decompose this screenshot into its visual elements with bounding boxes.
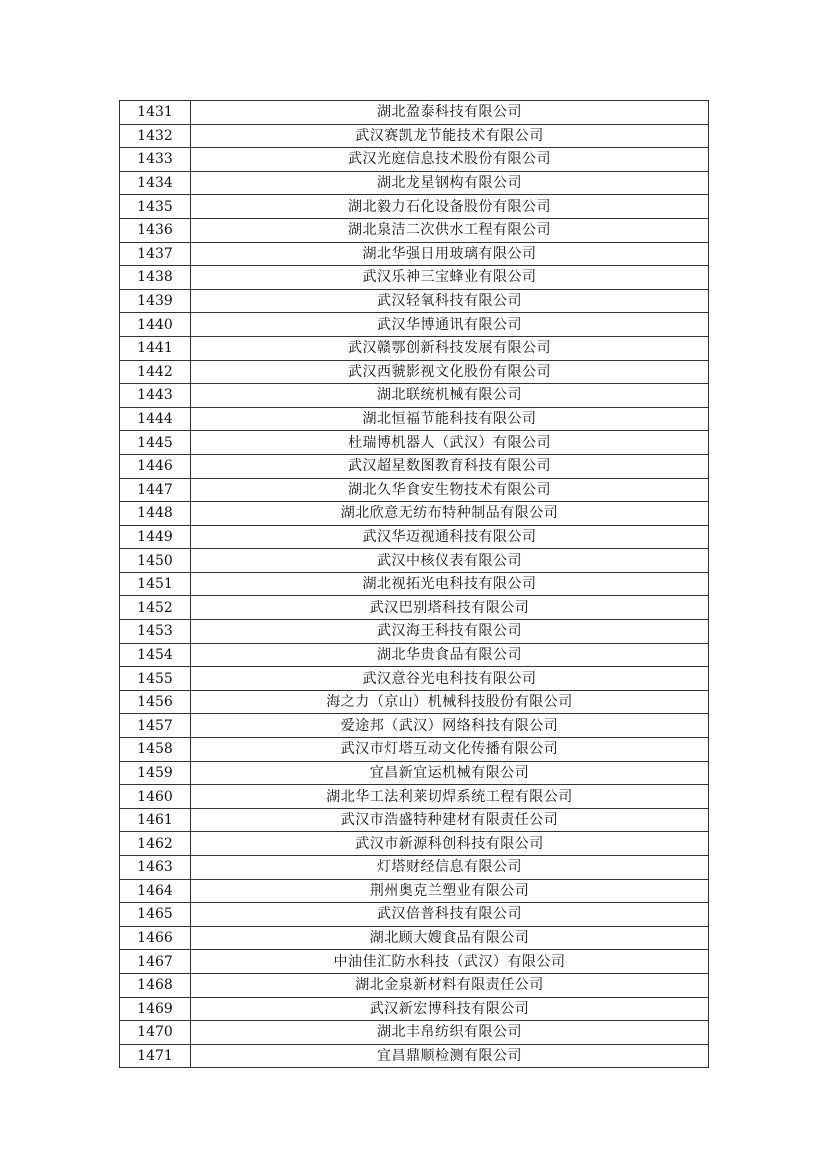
row-number-cell: 1455: [120, 667, 191, 691]
row-number-cell: 1471: [120, 1044, 191, 1068]
row-number-cell: 1438: [120, 266, 191, 290]
row-number-cell: 1460: [120, 785, 191, 809]
table-row: [120, 313, 709, 337]
table-body: [120, 101, 709, 1068]
row-number-cell: 1470: [120, 1021, 191, 1045]
row-number-cell: 1464: [120, 879, 191, 903]
company-name-cell: 杜瑞博机器人（武汉）有限公司: [191, 431, 709, 455]
company-name-cell: 武汉西虢影视文化股份有限公司: [191, 360, 709, 384]
company-name-cell: 武汉光庭信息技术股份有限公司: [191, 148, 709, 172]
row-number-cell: 1432: [120, 124, 191, 148]
row-number-cell: 1469: [120, 997, 191, 1021]
table-row: [120, 903, 709, 927]
table-row: [120, 336, 709, 360]
company-name-cell: 宜昌新宜运机械有限公司: [191, 761, 709, 785]
company-name-cell: 荆州奥克兰塑业有限公司: [191, 879, 709, 903]
row-number-cell: 1468: [120, 973, 191, 997]
row-number-cell: 1441: [120, 336, 191, 360]
table-row: [120, 242, 709, 266]
row-number-cell: 1443: [120, 384, 191, 408]
table-row: [120, 454, 709, 478]
company-name-cell: 武汉华迈视通科技有限公司: [191, 525, 709, 549]
row-number-cell: 1451: [120, 572, 191, 596]
table-row: [120, 973, 709, 997]
company-name-cell: 湖北华强日用玻璃有限公司: [191, 242, 709, 266]
company-name-cell: 湖北泉洁二次供水工程有限公司: [191, 218, 709, 242]
table-row: [120, 926, 709, 950]
company-name-cell: 武汉新宏博科技有限公司: [191, 997, 709, 1021]
company-name-cell: 湖北欣意无纺布特种制品有限公司: [191, 502, 709, 526]
company-name-cell: 湖北久华食安生物技术有限公司: [191, 478, 709, 502]
table-row: [120, 620, 709, 644]
row-number-cell: 1459: [120, 761, 191, 785]
company-name-cell: 武汉华博通讯有限公司: [191, 313, 709, 337]
row-number-cell: 1454: [120, 643, 191, 667]
table-row: [120, 950, 709, 974]
row-number-cell: 1440: [120, 313, 191, 337]
row-number-cell: 1436: [120, 218, 191, 242]
table-row: [120, 171, 709, 195]
company-name-cell: 武汉赣鄂创新科技发展有限公司: [191, 336, 709, 360]
table-row: [120, 879, 709, 903]
company-name-cell: 湖北联统机械有限公司: [191, 384, 709, 408]
row-number-cell: 1435: [120, 195, 191, 219]
company-name-cell: 武汉市浩盛特种建材有限责任公司: [191, 808, 709, 832]
table-row: [120, 124, 709, 148]
company-name-cell: 湖北华工法利莱切焊系统工程有限公司: [191, 785, 709, 809]
table-row: [120, 714, 709, 738]
company-name-cell: 湖北金泉新材料有限责任公司: [191, 973, 709, 997]
row-number-cell: 1452: [120, 596, 191, 620]
table-row: [120, 478, 709, 502]
table-row: [120, 549, 709, 573]
company-name-cell: 武汉赛凯龙节能技术有限公司: [191, 124, 709, 148]
table-row: [120, 360, 709, 384]
company-name-cell: 中油佳汇防水科技（武汉）有限公司: [191, 950, 709, 974]
row-number-cell: 1456: [120, 690, 191, 714]
table-row: [120, 572, 709, 596]
company-name-cell: 爱途邦（武汉）网络科技有限公司: [191, 714, 709, 738]
table-row: [120, 384, 709, 408]
row-number-cell: 1465: [120, 903, 191, 927]
company-name-cell: 武汉市灯塔互动文化传播有限公司: [191, 738, 709, 762]
table-row: [120, 148, 709, 172]
table-row: [120, 667, 709, 691]
row-number-cell: 1447: [120, 478, 191, 502]
company-name-cell: 海之力（京山）机械科技股份有限公司: [191, 690, 709, 714]
table-row: [120, 596, 709, 620]
table-row: [120, 525, 709, 549]
table-row: [120, 808, 709, 832]
company-name-cell: 湖北顾大嫂食品有限公司: [191, 926, 709, 950]
row-number-cell: 1444: [120, 407, 191, 431]
table-row: [120, 407, 709, 431]
table-row: [120, 997, 709, 1021]
company-name-cell: 湖北毅力石化设备股份有限公司: [191, 195, 709, 219]
company-name-cell: 灯塔财经信息有限公司: [191, 856, 709, 880]
table-row: [120, 832, 709, 856]
table-row: [120, 266, 709, 290]
table-row: [120, 785, 709, 809]
row-number-cell: 1433: [120, 148, 191, 172]
table-row: [120, 502, 709, 526]
company-name-cell: 湖北华贵食品有限公司: [191, 643, 709, 667]
table-row: [120, 643, 709, 667]
table-row: [120, 690, 709, 714]
row-number-cell: 1449: [120, 525, 191, 549]
table-row: [120, 289, 709, 313]
company-name-cell: 宜昌鼎顺检测有限公司: [191, 1044, 709, 1068]
row-number-cell: 1467: [120, 950, 191, 974]
company-name-cell: 武汉意谷光电科技有限公司: [191, 667, 709, 691]
company-name-cell: 武汉超星数图教育科技有限公司: [191, 454, 709, 478]
row-number-cell: 1431: [120, 101, 191, 125]
table-row: [120, 738, 709, 762]
company-name-cell: 湖北丰帛纺织有限公司: [191, 1021, 709, 1045]
table-row: [120, 1044, 709, 1068]
row-number-cell: 1437: [120, 242, 191, 266]
row-number-cell: 1448: [120, 502, 191, 526]
row-number-cell: 1457: [120, 714, 191, 738]
row-number-cell: 1434: [120, 171, 191, 195]
row-number-cell: 1462: [120, 832, 191, 856]
row-number-cell: 1439: [120, 289, 191, 313]
company-name-cell: 湖北盈泰科技有限公司: [191, 101, 709, 125]
row-number-cell: 1453: [120, 620, 191, 644]
row-number-cell: 1450: [120, 549, 191, 573]
row-number-cell: 1458: [120, 738, 191, 762]
table-row: [120, 761, 709, 785]
table-row: [120, 856, 709, 880]
company-name-cell: 湖北龙星钢构有限公司: [191, 171, 709, 195]
row-number-cell: 1461: [120, 808, 191, 832]
company-name-cell: 湖北视拓光电科技有限公司: [191, 572, 709, 596]
company-name-cell: 武汉巴别塔科技有限公司: [191, 596, 709, 620]
table-row: [120, 1021, 709, 1045]
table-row: [120, 218, 709, 242]
row-number-cell: 1463: [120, 856, 191, 880]
table-row: [120, 101, 709, 125]
row-number-cell: 1442: [120, 360, 191, 384]
table-row: [120, 431, 709, 455]
row-number-cell: 1445: [120, 431, 191, 455]
row-number-cell: 1466: [120, 926, 191, 950]
company-name-cell: 湖北恒福节能科技有限公司: [191, 407, 709, 431]
company-list-table: [119, 100, 709, 1068]
company-name-cell: 武汉倍普科技有限公司: [191, 903, 709, 927]
row-number-cell: 1446: [120, 454, 191, 478]
table-row: [120, 195, 709, 219]
company-name-cell: 武汉市新源科创科技有限公司: [191, 832, 709, 856]
company-name-cell: 武汉海王科技有限公司: [191, 620, 709, 644]
company-name-cell: 武汉轻氧科技有限公司: [191, 289, 709, 313]
company-name-cell: 武汉中核仪表有限公司: [191, 549, 709, 573]
company-name-cell: 武汉乐神三宝蜂业有限公司: [191, 266, 709, 290]
